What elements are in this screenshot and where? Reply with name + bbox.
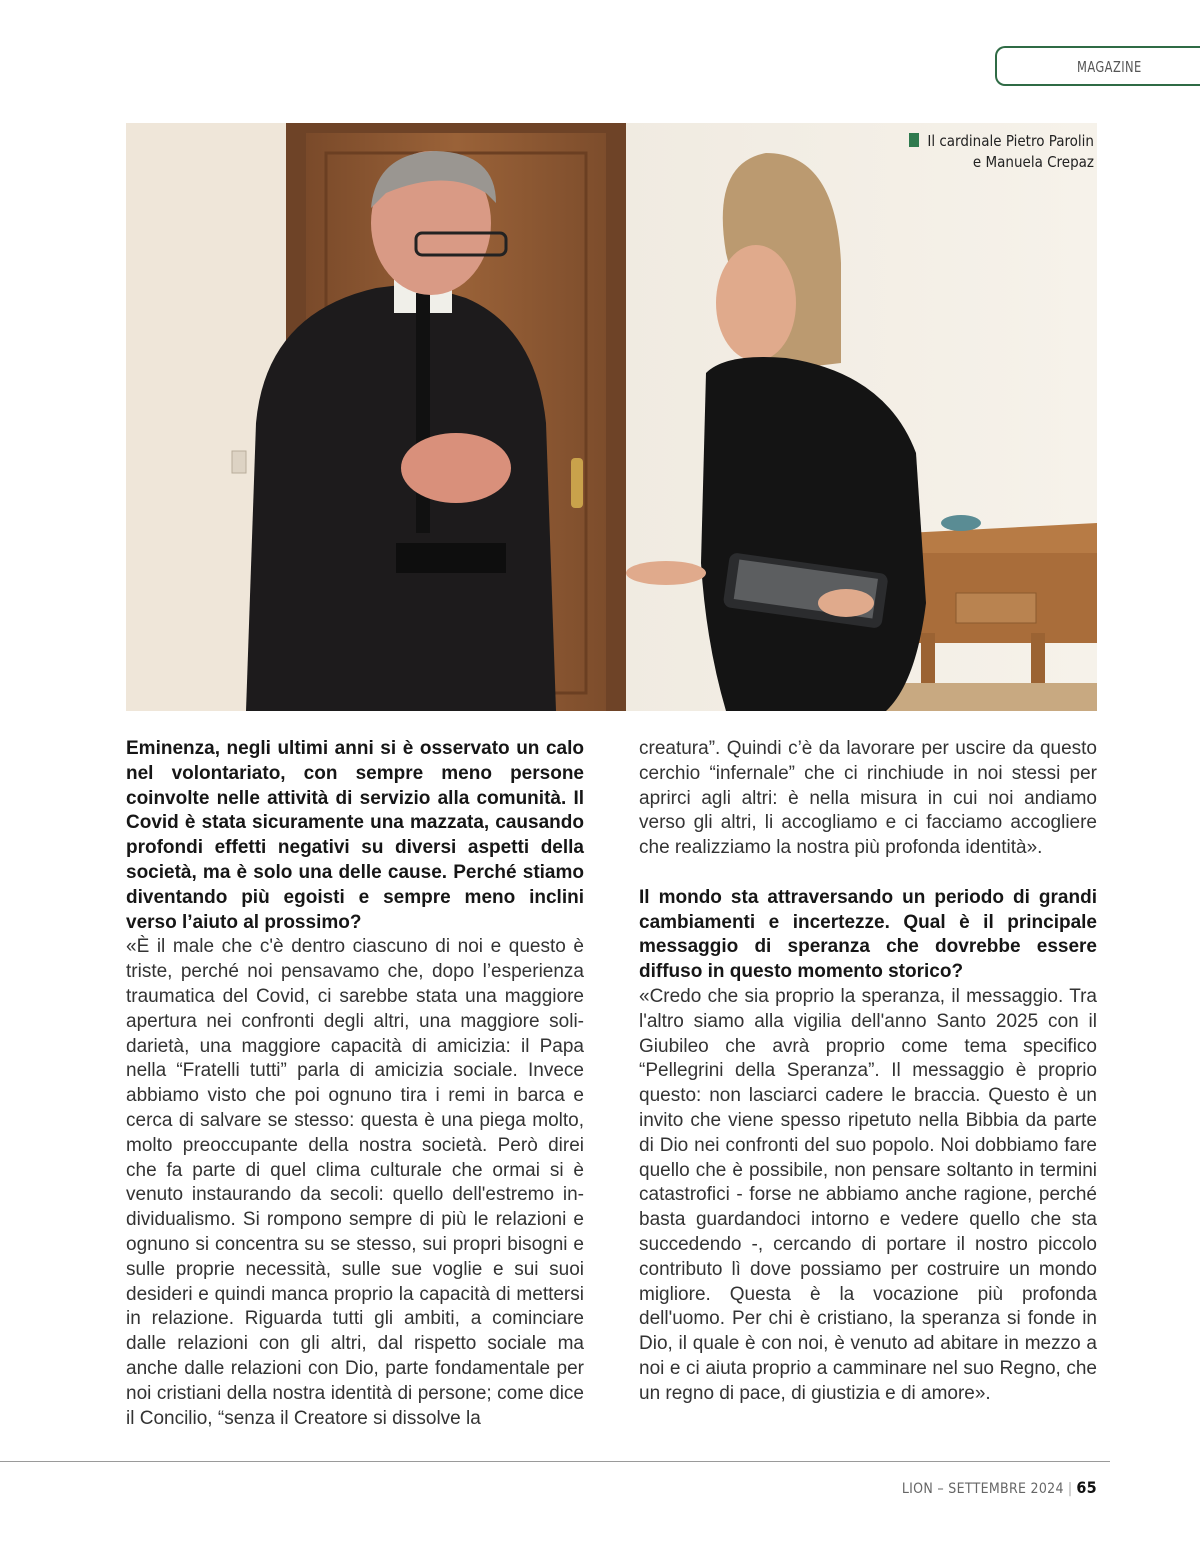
caption-line-1: Il cardinale Pietro Parolin <box>927 132 1094 150</box>
section-label: MAGAZINE <box>1077 58 1142 76</box>
footer-separator: | <box>1067 1481 1073 1497</box>
section-tab <box>995 46 1200 86</box>
paragraph-gap <box>639 861 1097 886</box>
interview-answer: «È il male che c'è dentro ciascuno di noi e questo è triste, perché noi pensavamo che, dopo l’esperienza traumatica del Covid, ci sarebbe stata una maggiore apertura nei confronti degli altri, una maggiore solidarietà, una maggiore capacità di amicizia: il Papa nella “Fratelli tutti” parla di amicizia sociale. Invece abbiamo visto che poi ognuno tira i remi in barca e cerca di salvare se stesso: questa è una piega molto, molto preoccupante della nostra società. Però direi che fa parte di quel clima culturale che ormai si è venuto instaurando da secoli: quello dell'estremo individualismo. Si rompono sempre di più le relazioni e ognuno si concentra su se stesso, sui propri bisogni e sulle proprie necessità, sulle sue voglie e sui suoi desideri e quindi manca proprio la capacità di mettersi in relazione. Riguarda tutti gli ambiti, a cominciare dalle relazioni con gli altri, dal rispetto sociale ma anche dalle relazioni con Dio, parte fondamentale per noi cristiani della nostra identità di persone; come dice il Concilio, “senza il Creatore si dissolve la <box>126 936 584 1429</box>
caption-line-2: e Manuela Crepaz <box>972 153 1094 171</box>
photo-caption <box>909 131 1094 173</box>
interview-question: Il mondo sta attraversando un periodo di grandi cambiamenti e incertezze. Qual è il principale messaggio di speranza che dovrebbe essere diffuso in questo momento storico? <box>639 886 1097 983</box>
article-column-left <box>126 737 584 1431</box>
page-footer <box>902 1478 1097 1497</box>
interview-question: Eminenza, negli ultimi anni si è osservato un calo nel volontariato, con sempre meno persone coinvolte nelle attività di servizio alla comunità. Il Covid è stata sicuramente una mazzata, causando profondi effetti negativi su diversi aspetti della società, ma è solo una delle cause. Perché stiamo diventando più egoisti e sempre meno inclini verso l’aiuto al prossimo? <box>126 738 584 933</box>
interview-answer-continued: creatura”. Quindi c’è da lavorare per uscire da questo cerchio “infernale” che ci rinchiude in noi stessi per aprirci agli altri: è nella misura in cui noi andiamo verso gli altri, li accogliamo e ci facciamo accogliere che realizziamo la nostra più profonda identità». <box>639 738 1097 859</box>
page-number: 65 <box>1076 1478 1097 1497</box>
article-photo <box>126 123 1097 711</box>
caption-marker-icon <box>909 133 919 147</box>
photo-illustration <box>126 123 1097 711</box>
interview-answer: «Credo che sia proprio la speranza, il messaggio. Tra l'altro siamo alla vigilia dell'anno Santo 2025 con il Giubileo che avrà proprio come tema specifico “Pellegrini della Speranza”. Il messaggio è proprio questo: non lasciarci cadere le braccia. Questo è un invito che viene spesso ripetuto nella Bibbia da parte di Dio nei confronti del suo popolo. Noi dobbiamo fare quello che è possibile, non pensare soltanto in termini catastrofici - forse ne abbiamo anche ragione, perché basta guardandoci intorno e vedere quello che sta succedendo -, cercando di portare il nostro piccolo contributo lì dove possiamo per costruire un mondo migliore. Questa è la vocazione più profonda dell'uomo. Per chi è cristiano, la speranza si fonde in Dio, il quale è con noi, è venuto ad abitare in mezzo a noi e ci aiuta proprio a camminare nel suo Regno, che un regno di pace, di giustizia e di amore». <box>639 985 1097 1404</box>
publication-info: LION – SETTEMBRE 2024 <box>901 1481 1064 1497</box>
footer-divider <box>0 1461 1110 1462</box>
article-column-right <box>639 737 1097 1407</box>
